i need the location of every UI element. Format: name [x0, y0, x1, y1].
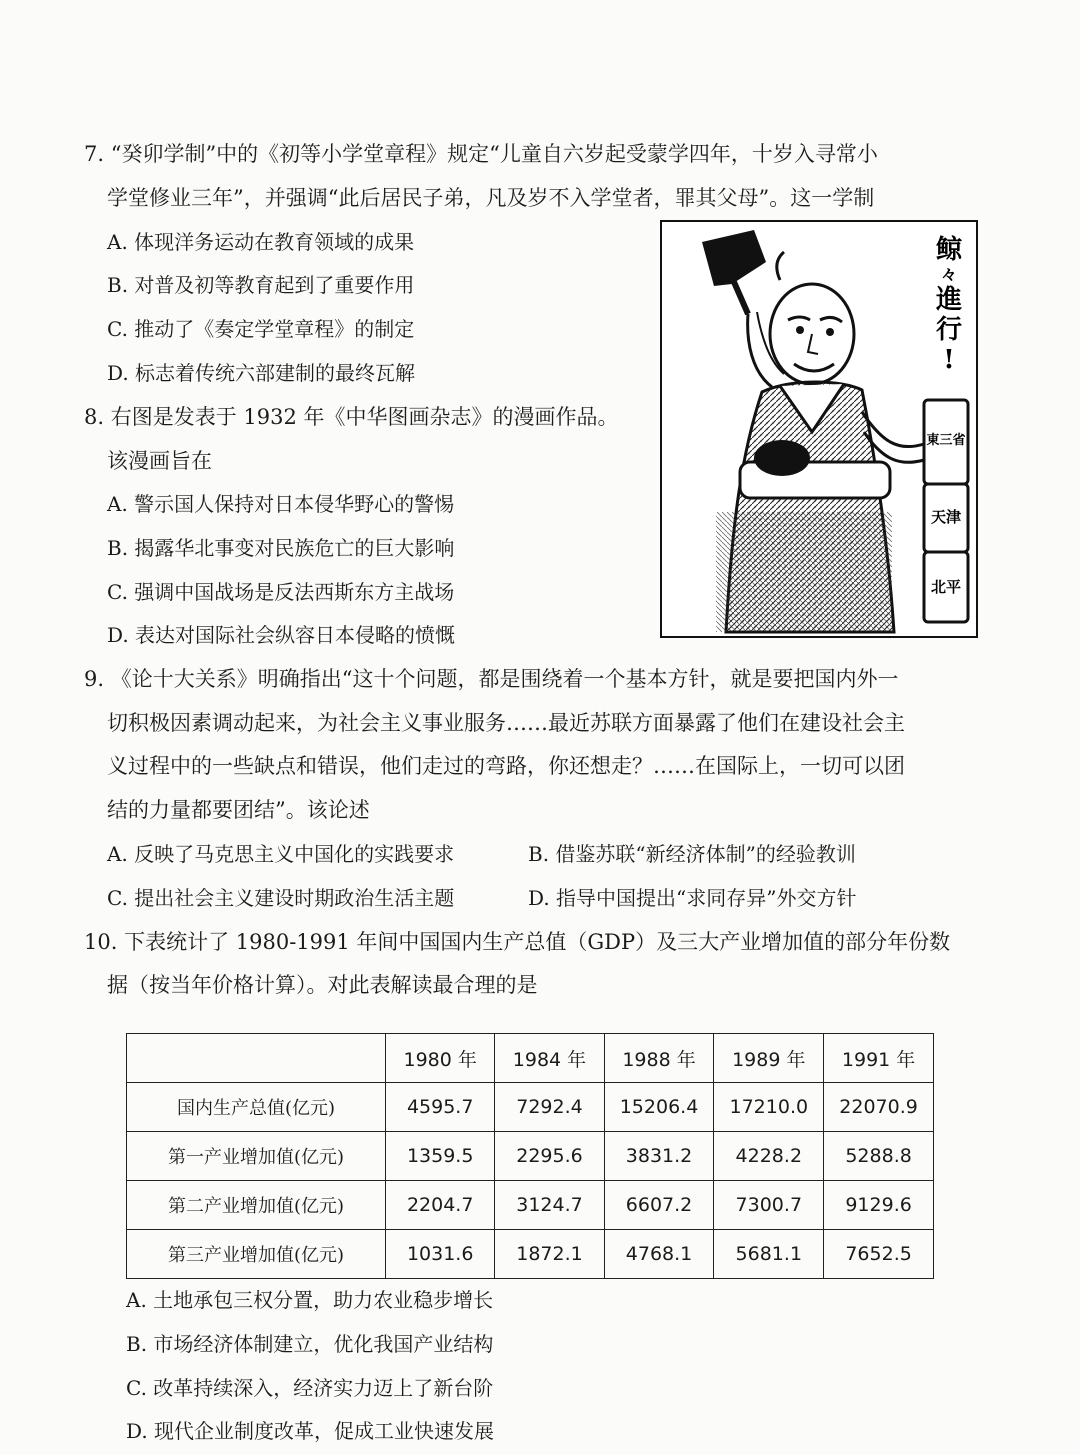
table-row-label: 第二产业增加值(亿元)	[127, 1181, 386, 1230]
table-row-label: 国内生产总值(亿元)	[127, 1083, 386, 1132]
table-cell: 5681.1	[714, 1230, 824, 1279]
table-cell: 3831.2	[604, 1132, 714, 1181]
table-cell: 3124.7	[495, 1181, 604, 1230]
table-cell: 4768.1	[604, 1230, 714, 1279]
gdp-table	[126, 1033, 934, 1279]
q9-option-c[interactable]: C. 提出社会主义建设时期政治生活主题	[107, 886, 455, 910]
q7-option-b[interactable]: B. 对普及初等教育起到了重要作用	[107, 273, 415, 297]
table-cell: 9129.6	[824, 1181, 934, 1230]
table-row	[127, 1181, 934, 1230]
political-cartoon-image	[660, 220, 978, 638]
table-col-header: 1991 年	[824, 1034, 934, 1083]
table-cell: 1031.6	[386, 1230, 495, 1279]
q10-option-b[interactable]: B. 市场经济体制建立，优化我国产业结构	[126, 1332, 494, 1356]
table-cell: 4595.7	[386, 1083, 495, 1132]
table-row	[127, 1083, 934, 1132]
table-header-row	[127, 1034, 934, 1083]
table-cell: 7292.4	[495, 1083, 604, 1132]
table-cell: 5288.8	[824, 1132, 934, 1181]
table-row	[127, 1230, 934, 1279]
q8-stem-line1: 8. 右图是发表于 1932 年《中华图画杂志》的漫画作品。	[84, 405, 619, 429]
q10-option-d[interactable]: D. 现代企业制度改革，促成工业快速发展	[126, 1419, 495, 1443]
q9-stem-line2: 切积极因素调动起来，为社会主义事业服务……最近苏联方面暴露了他们在建设社会主	[107, 711, 905, 735]
q9-option-b[interactable]: B. 借鉴苏联“新经济体制”的经验教训	[528, 842, 856, 866]
q8-stem-line2: 该漫画旨在	[107, 449, 212, 473]
cartoon-scroll	[924, 400, 968, 622]
q9-option-a[interactable]: A. 反映了马克思主义中国化的实践要求	[107, 842, 455, 866]
table-col-header: 1984 年	[495, 1034, 604, 1083]
table-col-header: 1980 年	[386, 1034, 495, 1083]
q7-stem-line1: 7. “癸卯学制”中的《初等小学堂章程》规定“儿童自六岁起受蒙学四年，十岁入寻常小	[84, 142, 878, 166]
table-col-header: 1989 年	[714, 1034, 824, 1083]
table-col-header: 1988 年	[604, 1034, 714, 1083]
table-cell: 2204.7	[386, 1181, 495, 1230]
svg-text:!: !	[943, 345, 955, 375]
svg-text:々: 々	[940, 265, 958, 284]
q8-option-d[interactable]: D. 表达对国际社会纵容日本侵略的愤慨	[107, 623, 456, 647]
q10-stem-line2: 据（按当年价格计算）。对此表解读最合理的是	[107, 973, 538, 997]
q9-stem-line1: 9. 《论十大关系》明确指出“这十个问题，都是围绕着一个基本方针，就是要把国内外一	[84, 667, 899, 691]
table-cell: 22070.9	[824, 1083, 934, 1132]
q10-stem-line1: 10. 下表统计了 1980-1991 年间中国国内生产总值（GDP）及三大产业增加值的部分年份数	[84, 930, 951, 954]
q7-stem-line2: 学堂修业三年”，并强调“此后居民子弟，凡及岁不入学堂者，罪其父母”。这一学制	[107, 186, 875, 210]
table-row-label: 第三产业增加值(亿元)	[127, 1230, 386, 1279]
svg-text:行: 行	[935, 315, 963, 345]
svg-text:鲸: 鲸	[935, 235, 963, 265]
svg-text:東三省: 東三省	[926, 433, 966, 448]
table-cell: 6607.2	[604, 1181, 714, 1230]
q7-option-c[interactable]: C. 推动了《奏定学堂章程》的制定	[107, 317, 415, 341]
q7-option-a[interactable]: A. 体现洋务运动在教育领域的成果	[107, 230, 415, 254]
q9-stem-line3: 义过程中的一些缺点和错误，他们走过的弯路，你还想走？……在国际上，一切可以团	[107, 754, 905, 778]
svg-text:進: 進	[935, 285, 963, 315]
q9-option-d[interactable]: D. 指导中国提出“求同存异”外交方针	[528, 886, 857, 910]
table-corner-cell	[127, 1034, 386, 1083]
table-cell: 2295.6	[495, 1132, 604, 1181]
q8-option-b[interactable]: B. 揭露华北事变对民族危亡的巨大影响	[107, 536, 455, 560]
cleaver-handle	[734, 282, 748, 314]
table-row	[127, 1132, 934, 1181]
table-cell: 1872.1	[495, 1230, 604, 1279]
table-cell: 7652.5	[824, 1230, 934, 1279]
cleaver-icon	[702, 230, 766, 286]
q7-option-d[interactable]: D. 标志着传统六部建制的最终瓦解	[107, 361, 416, 385]
table-cell: 1359.5	[386, 1132, 495, 1181]
table-cell: 4228.2	[714, 1132, 824, 1181]
q9-stem-line4: 结的力量都要团结”。该论述	[107, 798, 370, 822]
svg-text:天津: 天津	[930, 508, 962, 526]
q8-option-c[interactable]: C. 强调中国战场是反法西斯东方主战场	[107, 580, 455, 604]
q10-option-c[interactable]: C. 改革持续深入，经济实力迈上了新台阶	[126, 1376, 494, 1400]
q10-option-a[interactable]: A. 土地承包三权分置，助力农业稳步增长	[126, 1288, 494, 1312]
svg-text:北平: 北平	[930, 578, 962, 596]
table-row-label: 第一产业增加值(亿元)	[127, 1132, 386, 1181]
table-cell: 7300.7	[714, 1181, 824, 1230]
table-cell: 15206.4	[604, 1083, 714, 1132]
table-cell: 17210.0	[714, 1083, 824, 1132]
q8-option-a[interactable]: A. 警示国人保持对日本侵华野心的警惕	[107, 492, 455, 516]
